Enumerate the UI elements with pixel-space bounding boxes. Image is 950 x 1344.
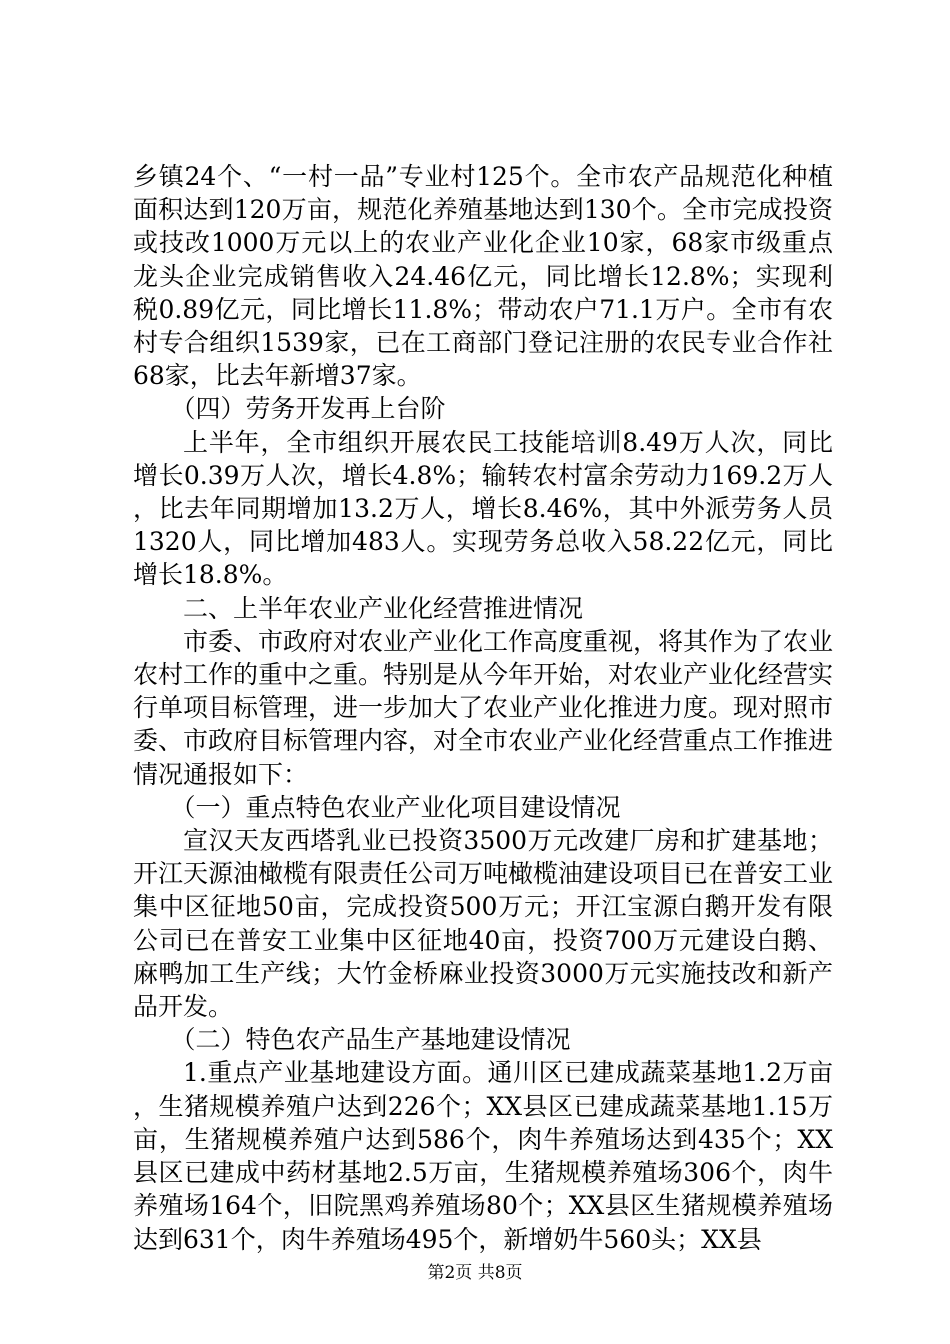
paragraph-key-projects: 宣汉天友西塔乳业已投资3500万元改建厂房和扩建基地；开江天源油橄榄有限责任公司万吨橄榄油建设项目已在普安工业集中区征地50亩，完成投资500万元；开江宝源白鹅开发有限公司已在普安工业集中区征地40亩，投资700万元建设白鹅、麻鸭加工生产线；大竹金桥麻业投资3000万元实施技改和新产品开发。 bbox=[133, 826, 834, 1022]
page-footer: 第2页 共8页 bbox=[427, 1263, 523, 1283]
paragraph-continuation: 乡镇24个、“一村一品”专业村125个。全市农产品规范化种植面积达到120万亩，规范化养殖基地达到130个。全市完成投资或技改1000万元以上的农业产业化企业10家，68家市级重点龙头企业完成销售收入24.46亿元，同比增长12.8%；实现利税0.89亿元，同比增长11.8%；带动农户71.1万户。全市有农村专合组织1539家，已在工商部门登记注册的农民专业合作社68家，比去年新增37家。 bbox=[133, 162, 833, 391]
subheading-key-projects: （一）重点特色农业产业化项目建设情况 bbox=[170, 792, 621, 822]
paragraph-section-intro: 市委、市政府对农业产业化工作高度重视，将其作为了农业农村工作的重中之重。特别是从今年开始，对农业产业化经营实行单项目标管理，进一步加大了农业产业化推进力度。现对照市委、市政府目标管理内容，对全市农业产业化经营重点工作推进情况通报如下： bbox=[133, 626, 834, 789]
subheading-production-bases: （二）特色农产品生产基地建设情况 bbox=[170, 1025, 571, 1055]
paragraph-labor-stats: 上半年，全市组织开展农民工技能培训8.49万人次，同比增长0.39万人次，增长4.8%；输转农村富余劳动力169.2万人，比去年同期增加13.2万人，增长8.46%，其中外派劳务人员1320人，同比增加483人。实现劳务总收入58.22亿元，同比增长18.8%。 bbox=[133, 427, 833, 590]
heading-section-two: 二、上半年农业产业化经营推进情况 bbox=[183, 593, 584, 623]
subheading-labor-development: （四）劳务开发再上台阶 bbox=[170, 394, 446, 424]
document-body bbox=[133, 160, 833, 1256]
paragraph-production-bases: 1.重点产业基地建设方面。通川区已建成蔬菜基地1.2万亩，生猪规模养殖户达到226个；XX县区已建成蔬菜基地1.15万亩，生猪规模养殖户达到586个，肉牛养殖场达到435个；XX县区已建成中药材基地2.5万亩，生猪规模养殖场306个，肉牛养殖场164个，旧院黑鸡养殖场80个；XX县区生猪规模养殖场达到631个，肉牛养殖场495个，新增奶牛560头；XX县 bbox=[133, 1058, 833, 1254]
